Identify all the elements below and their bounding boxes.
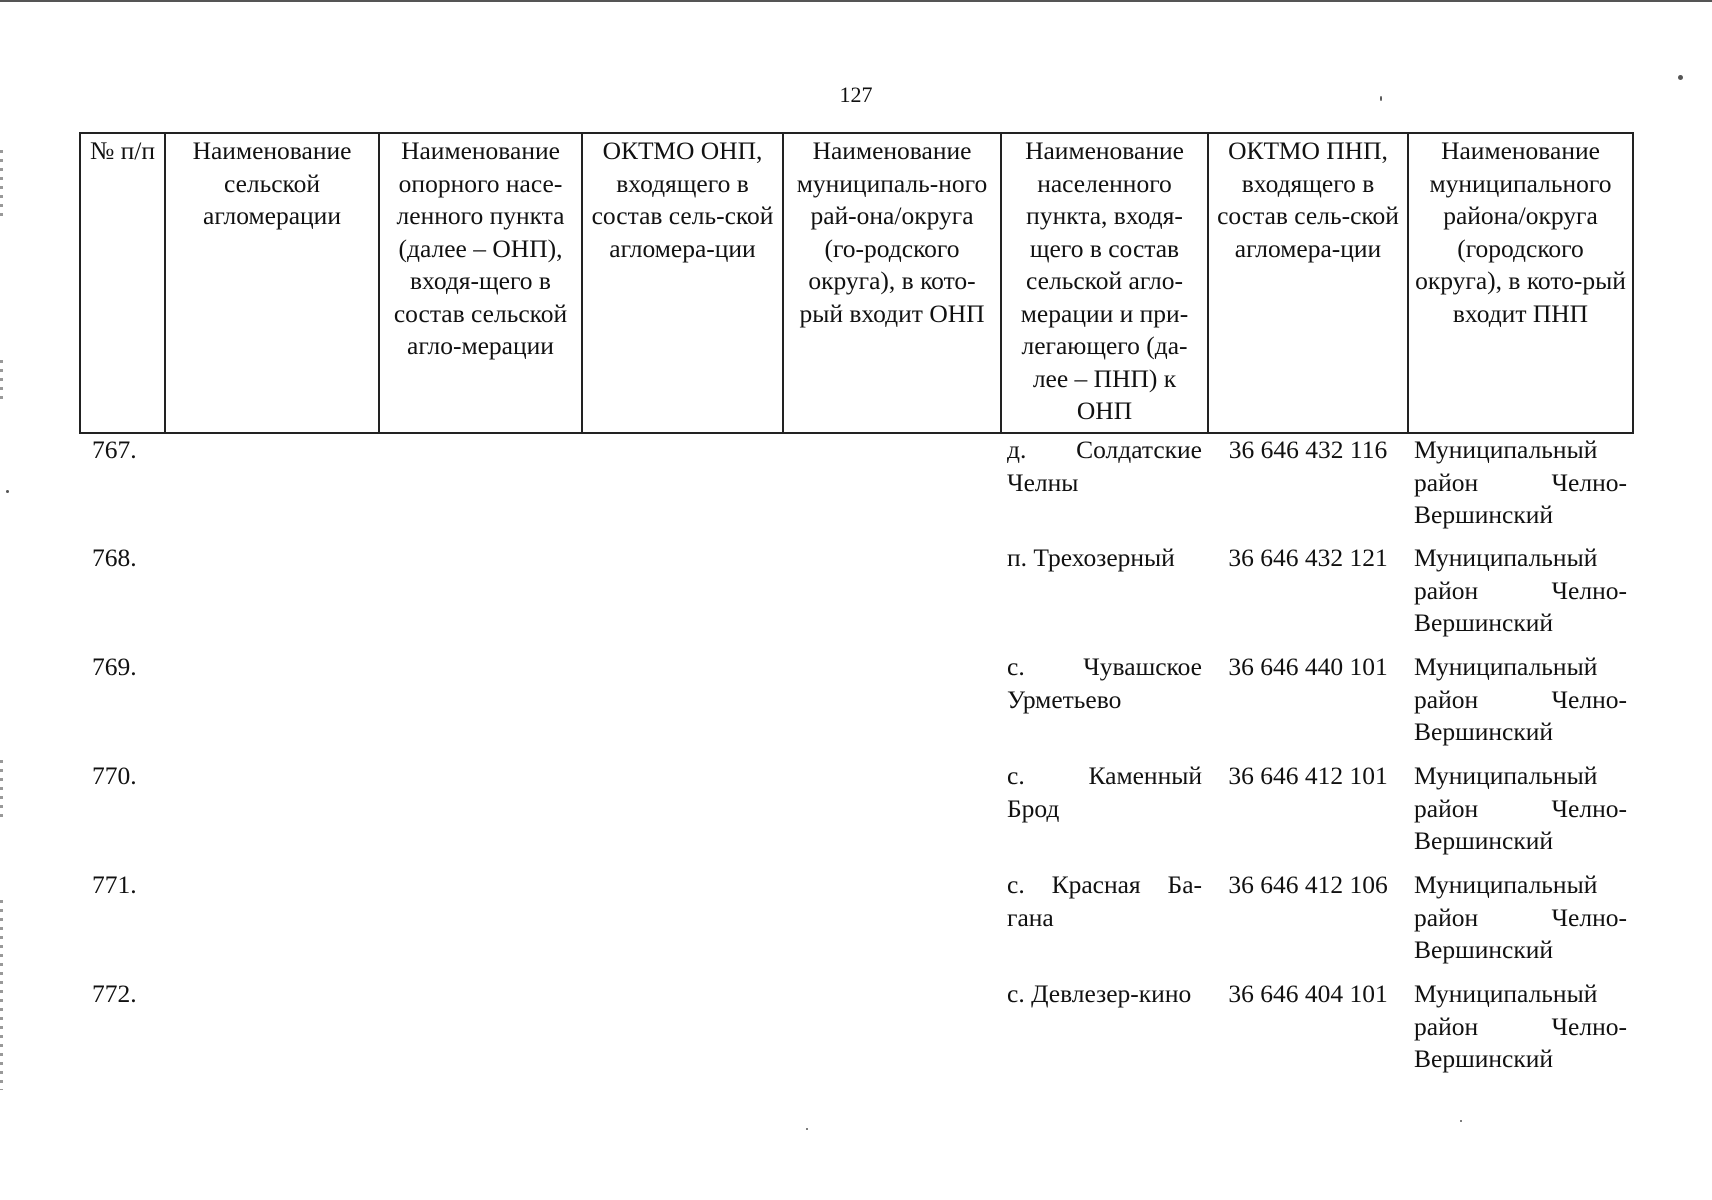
- onp-district-cell: [783, 978, 1001, 1087]
- header-pnp-oktmo: ОКТМО ПНП, входящего в состав сель-ской агломера-ции: [1208, 133, 1408, 433]
- pnp-name-cell: с. Чувашское Урметьево: [1007, 652, 1202, 714]
- pnp-district-cell: Муниципальный район Челно-Вершинский: [1414, 652, 1627, 746]
- header-row-number: № п/п: [80, 133, 165, 433]
- pnp-oktmo-cell: 36 646 412 101: [1228, 761, 1388, 790]
- row-number: 771.: [92, 870, 137, 899]
- onp-name-cell: [379, 542, 582, 651]
- scan-speck: [1460, 1120, 1462, 1122]
- pnp-district-cell: Муниципальный район Челно-Вершинский: [1414, 870, 1627, 964]
- header-onp-district: Наименование муниципаль-ного рай-она/округа (го-родского округа), в кото-рый входит ОНП: [783, 133, 1001, 433]
- table-row: [80, 978, 1633, 1087]
- onp-name-cell: [379, 869, 582, 978]
- header-agglomeration-name: Наименование сельской агломерации: [165, 133, 379, 433]
- pnp-name-cell: п. Трехозерный: [1007, 543, 1175, 572]
- row-number: 772.: [92, 979, 137, 1008]
- pnp-district-cell: Муниципальный район Челно-Вершинский: [1414, 435, 1627, 529]
- pnp-name-cell: с. Красная Ба-гана: [1007, 870, 1202, 932]
- onp-oktmo-cell: [582, 433, 783, 542]
- onp-district-cell: [783, 433, 1001, 542]
- table-header-row: [80, 133, 1633, 433]
- scan-speck: [6, 490, 9, 493]
- scan-edge: [0, 760, 3, 820]
- row-number: 769.: [92, 652, 137, 681]
- page-number: 127: [839, 82, 873, 107]
- pnp-oktmo-cell: 36 646 432 116: [1228, 435, 1388, 464]
- onp-name-cell: [379, 978, 582, 1087]
- onp-district-cell: [783, 760, 1001, 869]
- row-number: 768.: [92, 543, 137, 572]
- table-row: [80, 869, 1633, 978]
- pnp-name-cell: с. Каменный Брод: [1007, 761, 1202, 823]
- onp-oktmo-cell: [582, 760, 783, 869]
- pnp-district-cell: Муниципальный район Челно-Вершинский: [1414, 979, 1627, 1073]
- scan-speck: [1678, 75, 1683, 80]
- onp-name-cell: [379, 433, 582, 542]
- pnp-name-cell: с. Девлезер-кино: [1007, 979, 1192, 1008]
- table-row: [80, 760, 1633, 869]
- pnp-oktmo-cell: 36 646 432 121: [1228, 543, 1388, 572]
- onp-name-cell: [379, 760, 582, 869]
- scan-edge: [0, 360, 3, 400]
- onp-district-cell: [783, 542, 1001, 651]
- onp-oktmo-cell: [582, 869, 783, 978]
- agglomeration-cell: [165, 433, 379, 542]
- agglomeration-cell: [165, 542, 379, 651]
- pnp-name-cell: д. Солдатские Челны: [1007, 435, 1202, 497]
- pnp-district-cell: Муниципальный район Челно-Вершинский: [1414, 761, 1627, 855]
- pnp-district-cell: Муниципальный район Челно-Вершинский: [1414, 543, 1627, 637]
- onp-oktmo-cell: [582, 978, 783, 1087]
- agglomeration-cell: [165, 760, 379, 869]
- row-number: 767.: [92, 435, 137, 464]
- onp-district-cell: [783, 651, 1001, 760]
- table-row: [80, 433, 1633, 542]
- scan-edge: [0, 900, 3, 1090]
- pnp-oktmo-cell: 36 646 412 106: [1228, 870, 1388, 899]
- onp-oktmo-cell: [582, 542, 783, 651]
- pnp-oktmo-cell: 36 646 404 101: [1228, 979, 1388, 1008]
- header-onp-name: Наименование опорного насе-ленного пункта (далее – ОНП), входя-щего в состав сельской агло-мерации: [379, 133, 582, 433]
- agglomeration-cell: [165, 651, 379, 760]
- scan-speck: [806, 1128, 808, 1130]
- table-row: [80, 542, 1633, 651]
- settlements-table: [79, 132, 1634, 1087]
- page-top-rule: [0, 0, 1712, 2]
- header-onp-oktmo: ОКТМО ОНП, входящего в состав сель-ской агломера-ции: [582, 133, 783, 433]
- onp-name-cell: [379, 651, 582, 760]
- agglomeration-cell: [165, 869, 379, 978]
- table-row: [80, 651, 1633, 760]
- header-pnp-district: Наименование муниципального района/округа (городского округа), в кото-рый входит ПНП: [1408, 133, 1633, 433]
- agglomeration-cell: [165, 978, 379, 1087]
- pnp-oktmo-cell: 36 646 440 101: [1228, 652, 1388, 681]
- onp-district-cell: [783, 869, 1001, 978]
- header-pnp-name: Наименование населенного пункта, входя-щего в состав сельской агло-мерации и при-легающего (да-лее – ПНП) к ОНП: [1001, 133, 1208, 433]
- scan-edge: [0, 150, 3, 220]
- onp-oktmo-cell: [582, 651, 783, 760]
- scan-speck: [1380, 96, 1382, 101]
- row-number: 770.: [92, 761, 137, 790]
